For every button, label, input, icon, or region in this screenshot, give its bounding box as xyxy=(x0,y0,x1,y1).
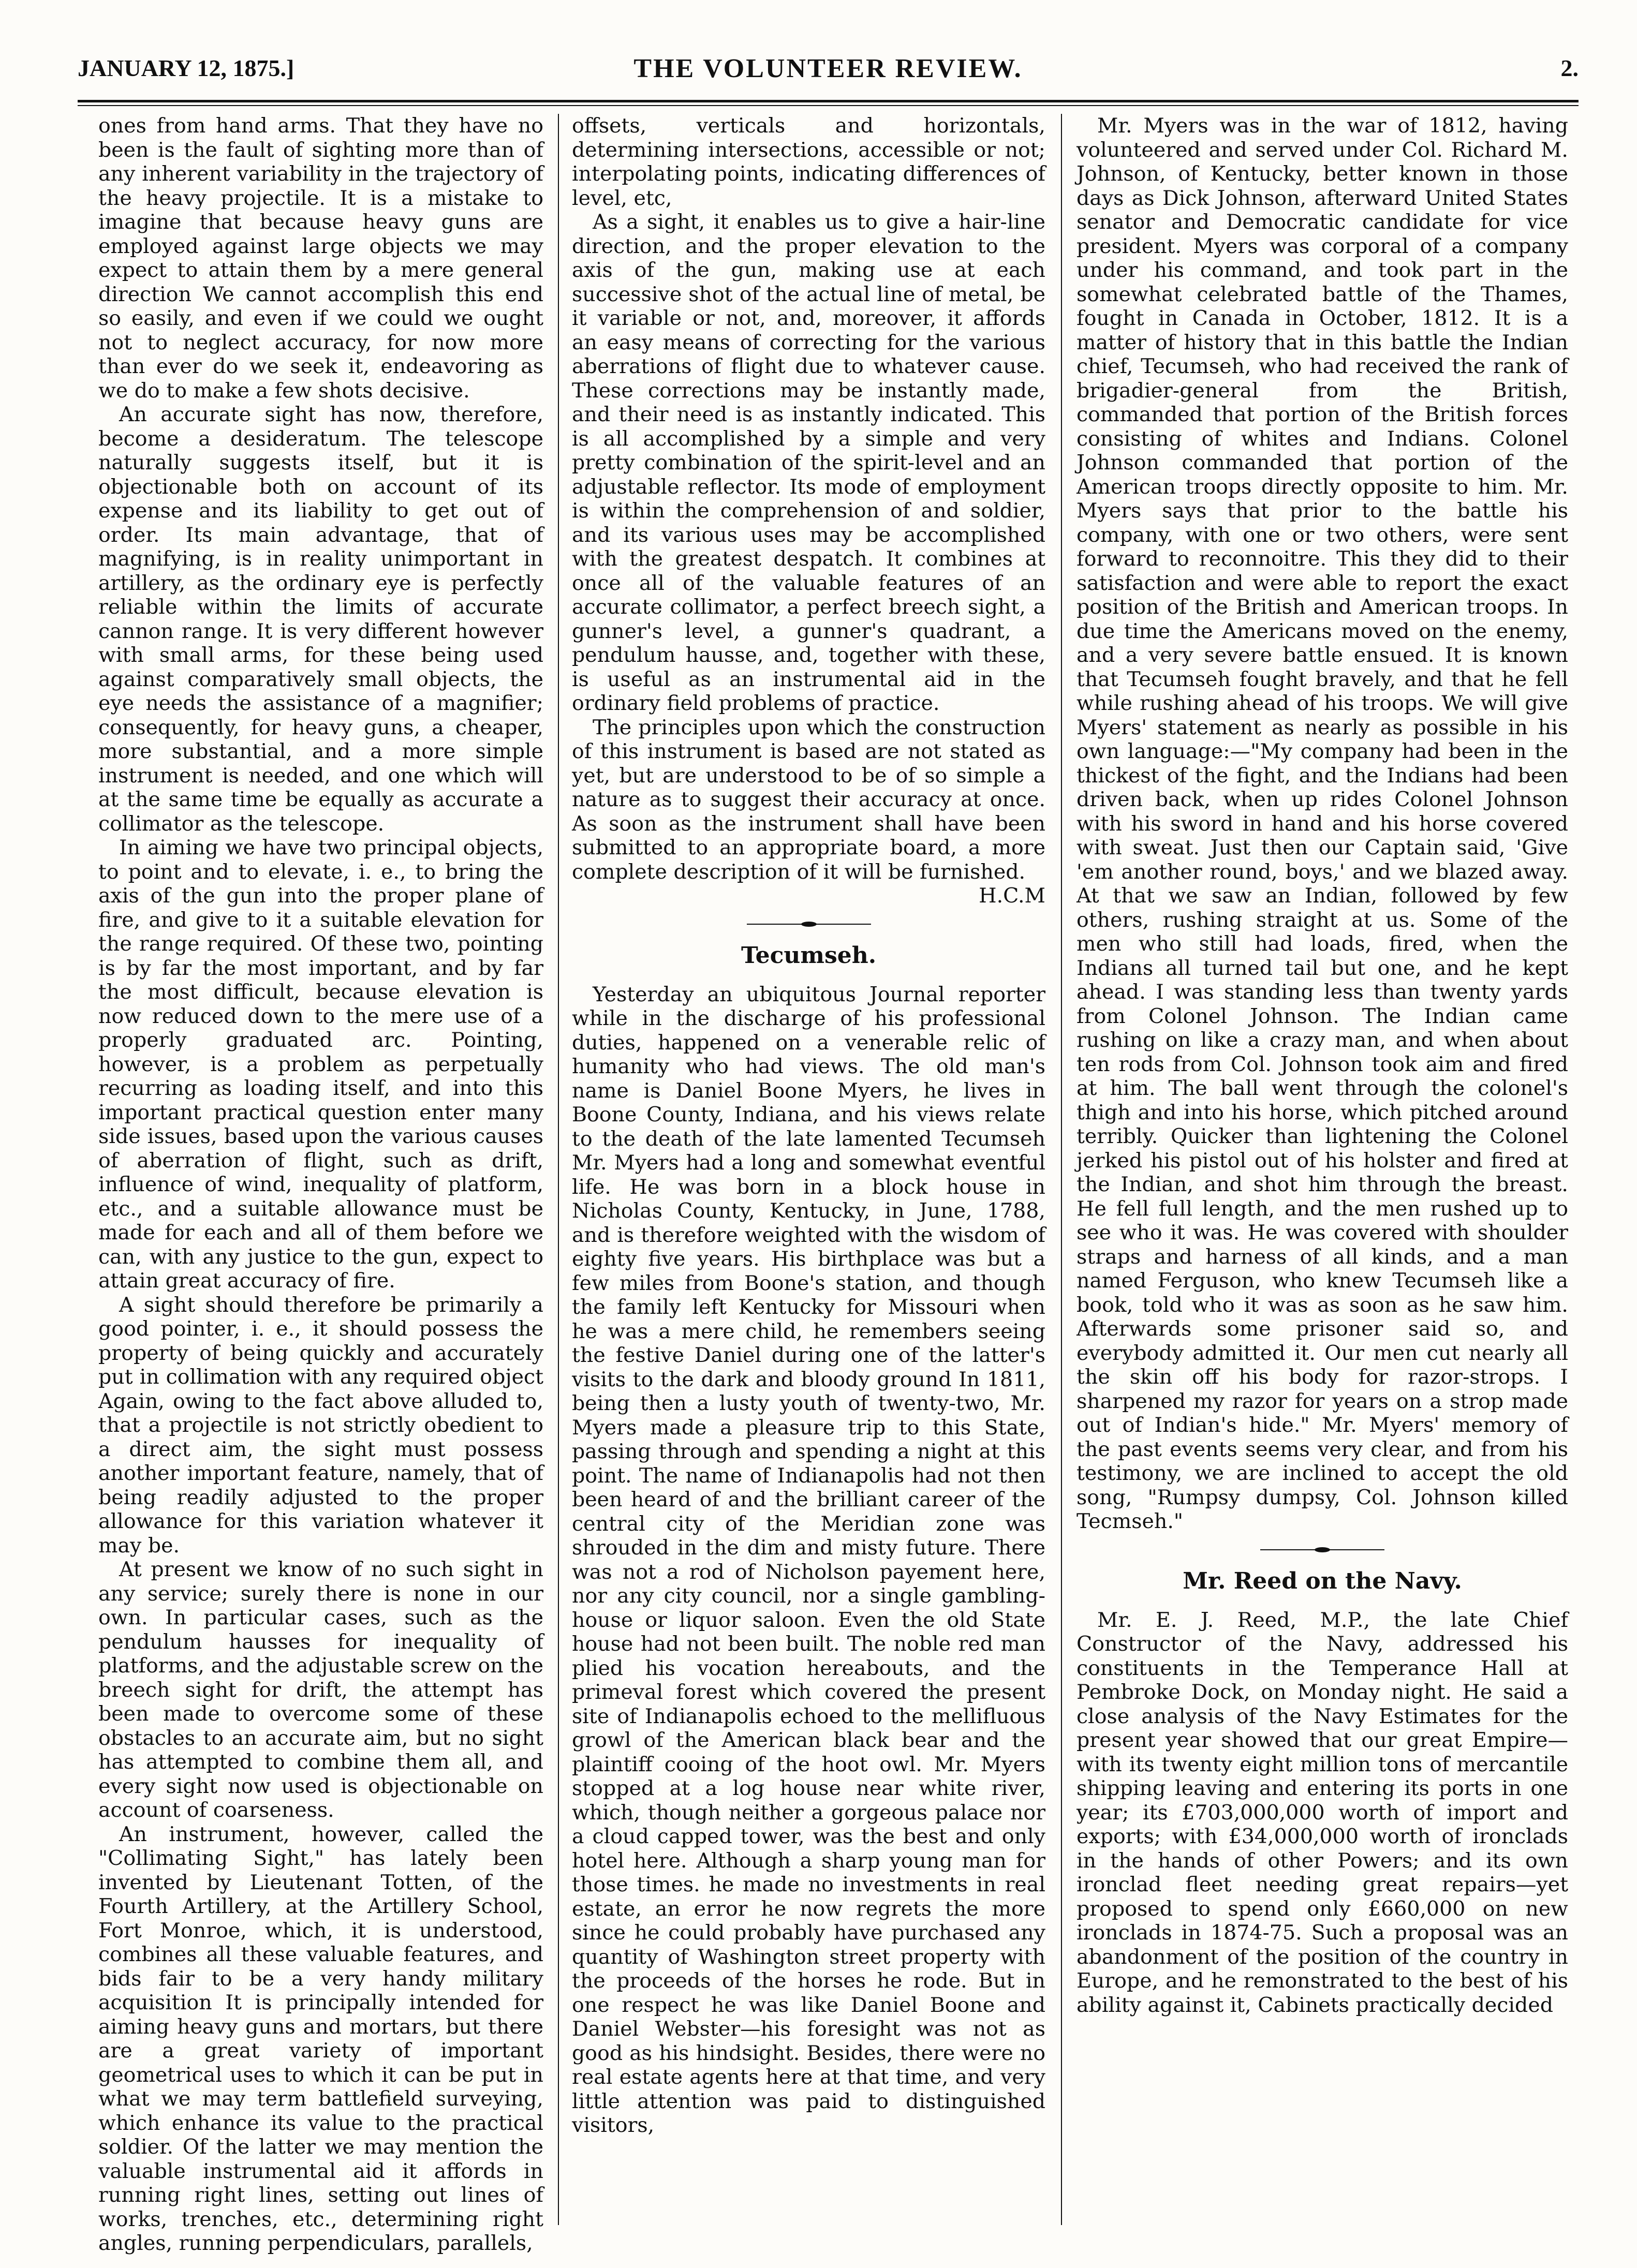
masthead xyxy=(78,49,1579,96)
author-signature: H.C.M xyxy=(979,884,1045,908)
paragraph: At present we know of no such sight in any service; surely there is none in our own. In particular cases, such as the pendulum hausses for inequality of platforms, and the adjustable screw on the breech sight for drift, the attempt has been made to overcome some of these obstacles to an accurate aim, but no sight has attempted to combine them all, and every sight now used is objectionable on account of coarseness. xyxy=(98,1558,543,1822)
paragraph: A sight should therefore be primarily a good pointer, i. e., it should possess the property of being quickly and accurately put in collimation with any required object Again, owing to the fact above alluded to, that a projectile is not strictly obedient to a direct aim, the sight must possess another important feature, namely, that of being readily adjusted to the proper allowance for this variation whatever it may be. xyxy=(98,1293,543,1558)
paragraph: offsets, verticals and horizontals, determining intersections, accessible or not; interpolating points, indicating differences of level, etc, xyxy=(572,114,1045,210)
page-number: 2. xyxy=(1560,55,1579,81)
article-heading-tecumseh: Tecumseh. xyxy=(741,942,877,969)
paragraph: An instrument, however, called the "Collimating Sight," has lately been invented by Lieutenant Totten, of the Fourth Artillery, at the Artillery School, Fort Monroe, which, it is understood, combines all these valuable features, and bids fair to be a very handy military acquisition It is principally intended for aiming heavy guns and mortars, but there are a great variety of important geometrical uses to which it can be put in what we may term battlefield surveying, which enhance its value to the practical soldier. Of the latter we may mention the valuable instrumental aid it affords in running right lines, setting out lines of works, trenches, etc., determining right angles, running perpendiculars, parallels, xyxy=(98,1822,543,2255)
paragraph: An accurate sight has now, therefore, become a desideratum. The telescope naturally suggests itself, but it is objectionable both on account of its expense and its liability to get out of order. Its main advantage, that of magnifying, is in reality unimportant in artillery, as the ordinary eye is perfectly reliable within the limits of accurate cannon range. It is very different however with small arms, for these being used against comparatively small objects, the eye needs the assistance of a magnifier; consequently, for heavy guns, a cheaper, more substantial, and a more simple instrument is needed, and one which will at the same time be equally as accurate a collimator as the telescope. xyxy=(98,403,543,836)
issue-date: JANUARY 12, 1875.] xyxy=(78,55,294,81)
paragraph: In aiming we have two principal objects, to point and to elevate, i. e., to bring the axis of the gun into the proper plane of fire, and give to it a suitable elevation for the range required. Of these two, pointing is by far the most important, and by far the most difficult, because elevation is now reduced down to the mere use of a properly graduated arc. Pointing, however, is a problem as perpetually recurring as loading itself, and into this important practical question enter many side issues, based upon the various causes of aberration of flight, such as drift, influence of wind, inequality of platform, etc., and a suitable allowance must be made for each and all of them before we can, with any justice to the gun, expect to attain great accuracy of fire. xyxy=(98,836,543,1293)
paragraph: Mr. Myers was in the war of 1812, having volunteered and served under Col. Richard M. Johnson, of Kentucky, better known in those days as Dick Johnson, afterward United States senator and Democratic candidate for vice president. Myers was corporal of a company under his command, and took part in the somewhat celebrated battle of the Thames, fought in Canada in October, 1812. It is a matter of history that in this battle the Indian chief, Tecumseh, who had received the rank of brigadier-general from the British, commanded that portion of the British forces consisting of whites and Indians. Colonel Johnson commanded that portion of the American troops directly opposite to him. Mr. Myers says that prior to the battle his company, with one or two others, were sent forward to reconnoitre. This they did to their satisfaction and were able to report the exact position of the British and American troops. In due time the Americans moved on the enemy, and a very severe battle ensued. It is known that Tecumseh fought bravely, and that he fell while rushing ahead of his troops. We will give Myers' statement as nearly as possible in his own language:—"My company had been in the thickest of the fight, and the Indians had been driven back, when up rides Colonel Johnson with his sword in hand and his horse covered with sweat. Just then our Captain said, 'Give 'em another round, boys,' and we blazed away. At that we saw an Indian, followed by few others, rushing straight at us. Some of the men who still had loads, fired, when the Indians all turned tail but one, and he kept ahead. I was standing less than twenty yards from Colonel Johnson. The Indian came rushing on like a crazy man, and when about ten rods from Col. Johnson took aim and fired at him. The ball went through the colonel's thigh and into his horse, which pitched around terribly. Quicker than lightening the Colonel jerked his pistol out of his holster and fired at the Indian, and shot him through the breast. He fell full length, and the men rushed up to see who it was. He was covered with shoulder straps and harness of all kinds, and a man named Ferguson, who knew Tecumseh like a book, told who it was as soon as he saw him. Afterwards some prisoner said so, and everybody admitted it. Our men cut nearly all the skin off his body for razor-strops. I sharpened my razor for years on a strop made out of Indian's hide." Mr. Myers' memory of the past events seems very clear, and from his testimony, we are inclined to accept the old song, "Rumpsy dumpsy, Col. Johnson killed Tecmseh." xyxy=(1076,114,1568,1533)
section-separator xyxy=(1260,1547,1384,1552)
paragraph: Yesterday an ubiquitous Journal reporter while in the discharge of his professional duties, happened on a venerable relic of humanity who had views. The old man's name is Daniel Boone Myers, he lives in Boone County, Indiana, and his views relate to the death of the late lamented Tecumseh Mr. Myers had a long and somewhat eventful life. He was born in a block house in Nicholas County, Kentucky, in June, 1788, and is therefore weighted with the wisdom of eighty five years. His birthplace was but a few miles from Boone's station, and though the family left Kentucky for Missouri when he was a mere child, he remembers seeing the festive Daniel during one of the latter's visits to the dark and bloody ground In 1811, being then a lusty youth of twenty-two, Mr. Myers made a pleasure trip to this State, passing through and spending a night at this point. The name of Indianapolis had not then been heard of and the brilliant career of the central city of the Meridian zone was shrouded in the dim and misty future. There was not a rod of Nicholson payement here, nor any city council, nor a single gambling-house or liquor saloon. Even the old State house had not been built. The noble red man plied his vocation hereabouts, and the primeval forest which covered the present site of Indianapolis echoed to the mellifluous growl of the American black bear and the plaintiff cooing of the hoot owl. Mr. Myers stopped at a log house near white river, which, though neither a gorgeous palace nor a cloud capped tower, was the best and only hotel here. Although a sharp young man for those times. he made no investments in real estate, an error he now regrets the more since he could probably have purchased any quantity of Washington street property with the proceeds of the horses he rode. But in one respect he was like Daniel Boone and Daniel Webster—his foresight was not as good as his hindsight. Besides, there were no real estate agents here at that time, and very little attention was paid to distinguished visitors, xyxy=(572,982,1045,2137)
paragraph: Mr. E. J. Reed, M.P., the late Chief Constructor of the Navy, addressed his constituents in the Temperance Hall at Pembroke Dock, on Monday night. He said a close analysis of the Navy Estimates for the present year showed that our great Empire—with its twenty eight million tons of mercantile shipping leaving and entering its ports in one year; its £703,000,000 worth of import and exports; with £34,000,000 worth of ironclads in the hands of other Powers; and its own ironclad fleet needing great repairs—yet proposed to spend only £660,000 on new ironclads in 1874-75. Such a proposal was an abandonment of the position of the country in Europe, and he remonstrated to the best of his ability against it, Cabinets practically decided xyxy=(1076,1608,1568,2017)
paragraph: The principles upon which the construction of this instrument is based are not stated as yet, but are understood to be of so simple a nature as to suggest their accuracy at once. As soon as the instrument shall have been submitted to an appropriate board, a more complete description of it will be furnished. xyxy=(572,715,1045,884)
column-2 xyxy=(572,114,1045,2225)
column-divider xyxy=(558,114,559,2225)
section-separator xyxy=(747,922,871,927)
paragraph: ones from hand arms. That they have no been is the fault of sighting more than of any inherent variability in the trajectory of the heavy projectile. It is a mistake to imagine that because heavy guns are employed against large objects we may expect to attain them by a mere general direction We cannot accomplish this end so easily, and even if we could we ought not to neglect accuracy, for now more than ever do we seek it, endeavoring as we do to make a few shots decisive. xyxy=(98,114,543,403)
paragraph: As a sight, it enables us to give a hair-line direction, and the proper elevation to the axis of the gun, making use at each successive shot of the actual line of metal, be it variable or not, and, moreover, it affords an easy means of correcting for the various aberrations of flight due to whatever cause. These corrections may be instantly made, and their need is as instantly indicated. This is all accomplished by a simple and very pretty combination of the spirit-level and an adjustable reflector. Its mode of employment is within the comprehension of and soldier, and its various uses may be accomplished with the greatest despatch. It combines at once all of the valuable features of an accurate collimator, a perfect breech sight, a gunner's level, a gunner's quadrant, a pendulum hausse, and, together with these, is useful as an instrumental aid in the ordinary field problems of practice. xyxy=(572,210,1045,715)
column-divider xyxy=(1061,114,1062,2225)
header-rule-thin xyxy=(78,105,1579,106)
newspaper-title: THE VOLUNTEER REVIEW. xyxy=(633,54,1023,83)
article-heading-reed: Mr. Reed on the Navy. xyxy=(1183,1567,1462,1594)
column-3 xyxy=(1076,114,1568,2225)
column-1 xyxy=(98,114,543,2255)
header-rule xyxy=(78,100,1579,102)
